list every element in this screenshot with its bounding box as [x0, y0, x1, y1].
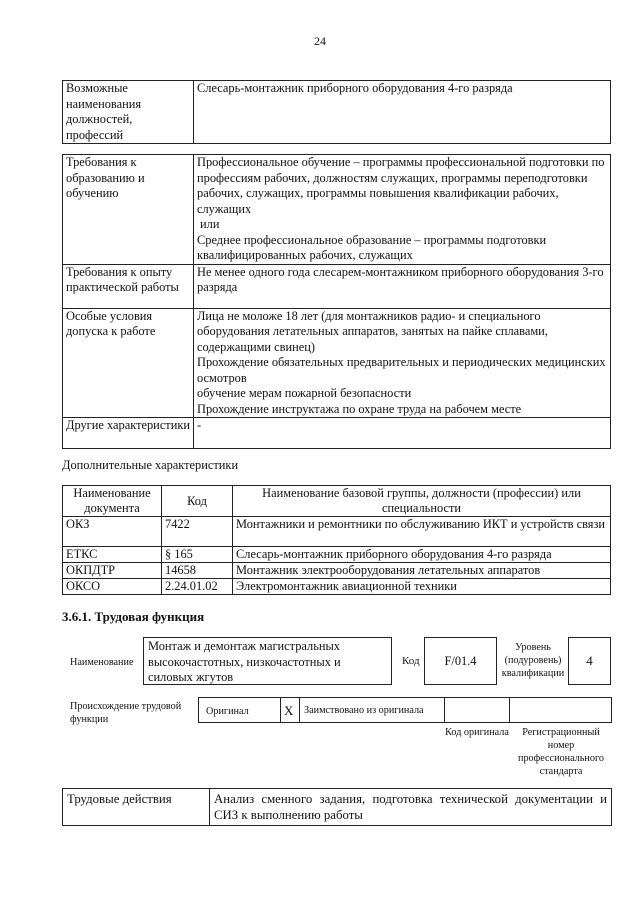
table-header-row: [63, 486, 611, 517]
req-value: [194, 155, 611, 265]
possible-names-value: Слесарь-монтажник приборного оборудования 4-го разряда: [194, 81, 611, 144]
possible-names-table: [62, 80, 611, 144]
req-line: Прохождение обязательных предварительных и периодических медицинских осмотров: [197, 355, 606, 385]
function-name-label: Наименование: [70, 657, 134, 668]
divider: [509, 697, 510, 723]
table-row: [63, 789, 612, 826]
req-label: Требования к опыту практической работы: [63, 264, 194, 308]
req-value: [194, 264, 611, 308]
req-value: [194, 418, 611, 449]
table-row: [63, 81, 611, 144]
cell-doc: ОКСО: [63, 579, 162, 595]
req-line: Не менее одного года слесарем-монтажником приборного оборудования 3-го разряда: [197, 264, 604, 294]
req-line: или: [200, 217, 220, 231]
cell-name: Монтажник электрооборудования летательных аппаратов: [233, 563, 611, 579]
req-line: Прохождение инструктажа по охране труда на рабочем месте: [197, 401, 522, 416]
cell-code: 2.24.01.02: [162, 579, 233, 595]
divider: [444, 697, 445, 723]
code-original-label: Код оригинала: [445, 727, 509, 738]
reg-number-label: Регистрационный номер профессионального стандарта: [518, 727, 604, 777]
qualification-level-value: 4: [568, 637, 611, 685]
table-row: [63, 308, 611, 418]
original-mark: X: [284, 703, 294, 718]
cell-name: Электромонтажник авиационной техники: [233, 579, 611, 595]
col-header-doc: Наименование документа: [63, 486, 162, 517]
page-number: 24: [314, 34, 326, 48]
table-row: [63, 418, 611, 449]
cell-code: 14658: [162, 563, 233, 579]
origin-label: Происхождение трудовой функции: [70, 701, 182, 725]
req-line: Профессиональное обучение – программы профессиональной подготовки по профессиям рабочих, должностям служащих, программы переподготовки рабочих, служащих, программы повышения квалификации рабочих, служащих: [197, 155, 605, 216]
req-label: Другие характеристики: [63, 418, 194, 449]
req-line: -: [197, 418, 202, 432]
req-line: Среднее профессиональное образование – программы подготовки квалифицированных рабочих, служащих: [197, 232, 547, 262]
table-row: [63, 264, 611, 308]
table-row: [63, 579, 611, 595]
labor-actions-table: [62, 788, 612, 826]
cell-name: Монтажники и ремонтники по обслуживанию ИКТ и устройств связи: [233, 517, 611, 547]
requirements-table: [62, 154, 611, 449]
additional-table: [62, 485, 611, 595]
cell-code: 7422: [162, 517, 233, 547]
divider: [280, 697, 281, 723]
table-row: [63, 563, 611, 579]
possible-names-label: Возможные наименования должностей, профессий: [63, 81, 194, 144]
labor-actions-value: Анализ сменного задания, подготовка технической документации и СИЗ к выполнению работы: [210, 789, 612, 826]
req-label: Требования к образованию и обучению: [63, 155, 194, 265]
function-code-value: F/01.4: [424, 637, 497, 685]
labor-actions-label: Трудовые действия: [63, 789, 210, 826]
function-code-label: Код: [402, 655, 420, 667]
table-row: [63, 155, 611, 265]
cell-doc: ЕТКС: [63, 547, 162, 563]
cell-doc: ОКЗ: [63, 517, 162, 547]
qualification-level-label: Уровень (подуровень) квалификации: [501, 642, 565, 679]
req-line: Лица не моложе 18 лет (для монтажников радио- и специального оборудования летательных аппаратов, занятых на пайке сплавами, содержащими свинец): [197, 308, 548, 354]
original-label: Оригинал: [206, 706, 249, 717]
req-value: [194, 308, 611, 418]
req-label: Особые условия допуска к работе: [63, 308, 194, 418]
cell-doc: ОКПДТР: [63, 563, 162, 579]
function-name-value: Монтаж и демонтаж магистральных высокочастотных, низкочастотных и силовых жгутов: [143, 637, 392, 685]
cell-code: § 165: [162, 547, 233, 563]
col-header-name: Наименование базовой группы, должности (профессии) или специальности: [233, 486, 611, 517]
table-row: [63, 517, 611, 547]
col-header-code: Код: [162, 486, 233, 517]
additional-title: Дополнительные характеристики: [62, 458, 239, 472]
divider: [299, 697, 300, 723]
req-line: обучение мерам пожарной безопасности: [197, 386, 412, 400]
function-heading: 3.6.1. Трудовая функция: [62, 609, 205, 624]
borrowed-label: Заимствовано из оригинала: [304, 705, 424, 716]
table-row: [63, 547, 611, 563]
cell-name: Слесарь-монтажник приборного оборудования 4-го разряда: [233, 547, 611, 563]
